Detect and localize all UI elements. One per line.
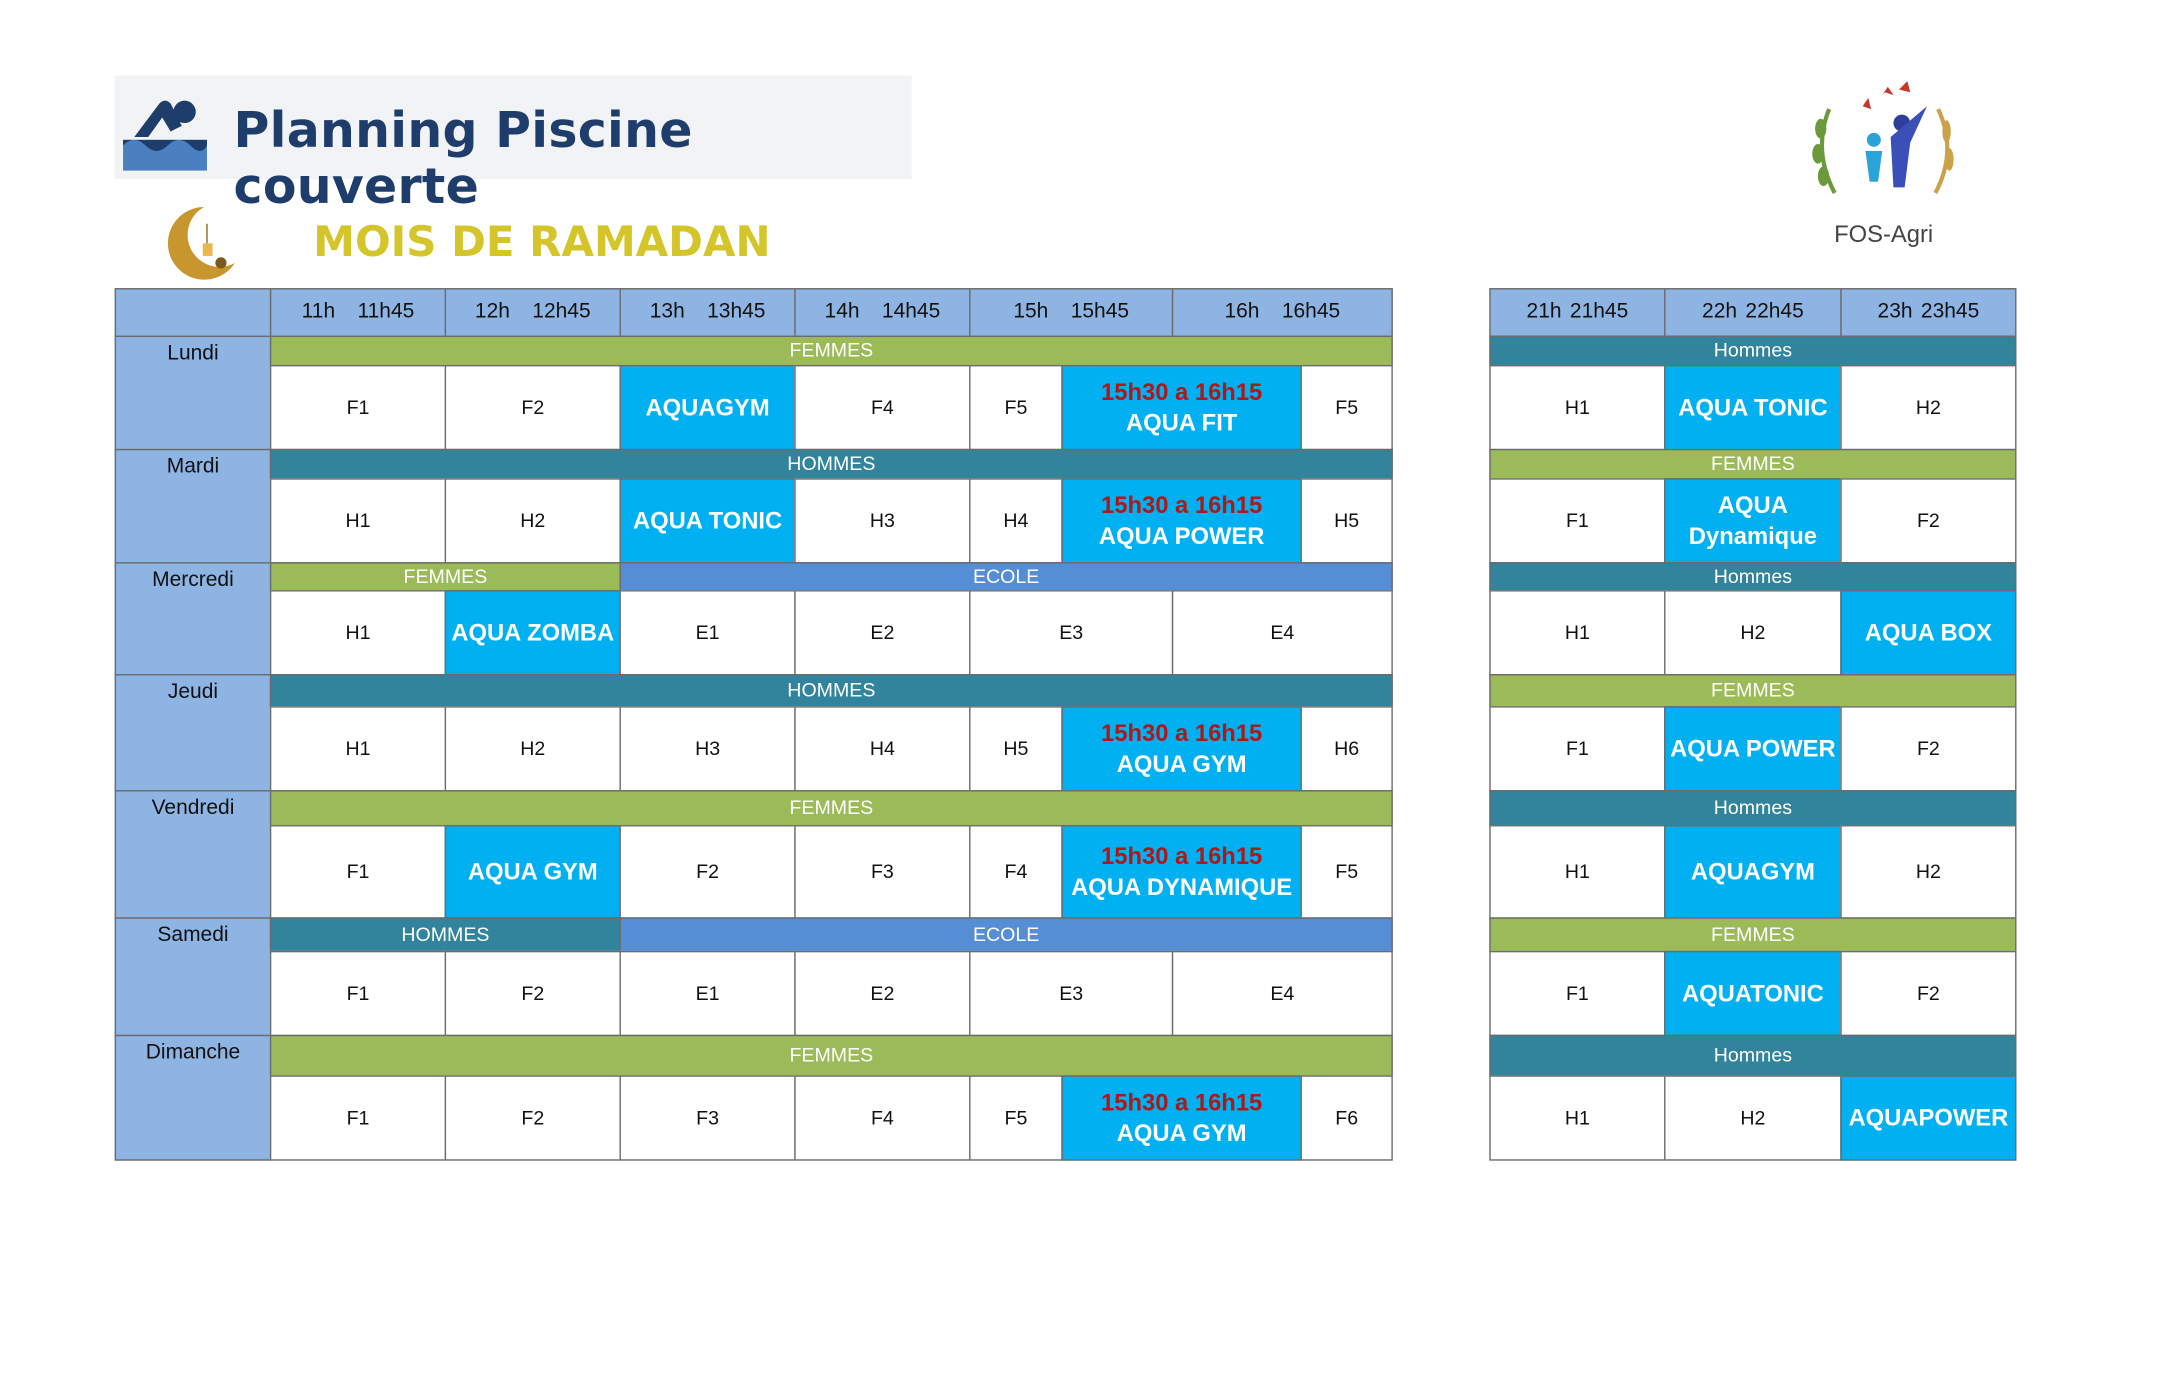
time-start: 14h xyxy=(824,299,860,324)
time-start: 16h xyxy=(1224,299,1260,324)
activity-cell: AQUA GYM xyxy=(445,825,621,919)
time-end: 16h45 xyxy=(1281,299,1341,324)
slot-cell: F4 xyxy=(794,1075,970,1160)
slot-cell: H1 xyxy=(270,590,446,675)
slot-cell: H4 xyxy=(969,478,1063,563)
time-end: 22h45 xyxy=(1745,299,1804,324)
time-start: 13h xyxy=(649,299,685,324)
session-activity: AQUA POWER xyxy=(1098,522,1265,549)
session-time: 15h30 a 16h15 xyxy=(1101,843,1263,871)
slot-cell: F5 xyxy=(1301,365,1393,450)
time-header xyxy=(1489,288,1665,337)
group-band: Hommes xyxy=(1489,1035,2016,1077)
group-band: FEMMES xyxy=(1489,917,2016,952)
group-band: FEMMES xyxy=(270,562,621,591)
slot-cell: H3 xyxy=(794,478,970,563)
swimmer-icon xyxy=(120,84,209,173)
group-band: Hommes xyxy=(1489,336,2016,367)
slot-cell: H4 xyxy=(794,706,970,791)
slot-cell: H3 xyxy=(619,706,795,791)
special-session xyxy=(1061,478,1302,563)
slot-cell: F1 xyxy=(270,951,446,1036)
activity-cell: AQUAPOWER xyxy=(1840,1075,2016,1160)
time-header xyxy=(1172,288,1393,337)
time-header xyxy=(1840,288,2016,337)
slot-cell: H1 xyxy=(270,478,446,563)
time-header xyxy=(270,288,446,337)
time-start: 22h xyxy=(1702,299,1738,324)
header-banner xyxy=(115,76,912,216)
slot-cell: F2 xyxy=(445,951,621,1036)
slot-cell: F2 xyxy=(445,365,621,450)
time-end: 21h45 xyxy=(1569,299,1629,324)
time-start: 11h xyxy=(301,299,336,324)
ramadan-subtitle: MOIS DE RAMADAN xyxy=(313,218,771,268)
group-band: FEMMES xyxy=(270,336,1393,367)
table-corner xyxy=(115,288,272,337)
crescent-moon-icon xyxy=(165,201,241,285)
slot-cell: H1 xyxy=(270,706,446,791)
activity-cell: AQUA TONIC xyxy=(619,478,795,563)
slot-cell: H6 xyxy=(1301,706,1393,791)
slot-cell: E1 xyxy=(619,951,795,1036)
slot-cell: F2 xyxy=(1840,478,2016,563)
group-band: FEMMES xyxy=(270,1035,1393,1077)
group-band: HOMMES xyxy=(270,674,1393,708)
slot-cell: F4 xyxy=(794,365,970,450)
session-time: 15h30 a 16h15 xyxy=(1101,379,1263,406)
fos-agri-logo xyxy=(1801,81,1966,257)
slot-cell: H5 xyxy=(969,706,1063,791)
group-band: ECOLE xyxy=(619,917,1392,952)
session-activity: AQUA FIT xyxy=(1125,409,1238,436)
slot-cell: H2 xyxy=(1664,590,1842,675)
slot-cell: H2 xyxy=(445,706,621,791)
special-session xyxy=(1061,1075,1302,1160)
special-session xyxy=(1061,825,1302,919)
time-end: 15h45 xyxy=(1070,299,1130,324)
session-time: 15h30 a 16h15 xyxy=(1101,492,1263,520)
group-band: Hommes xyxy=(1489,562,2016,591)
day-label: Lundi xyxy=(115,336,272,451)
activity-cell: AQUA BOX xyxy=(1840,590,2016,675)
time-end: 12h45 xyxy=(532,299,591,324)
group-band: FEMMES xyxy=(270,790,1393,826)
time-start: 23h xyxy=(1877,299,1913,324)
slot-cell: F1 xyxy=(270,825,446,919)
page-title: Planning Piscine couverte xyxy=(233,103,693,216)
activity-cell: AQUATONIC xyxy=(1664,951,1842,1036)
slot-cell: E4 xyxy=(1172,951,1393,1036)
slot-cell: F2 xyxy=(619,825,795,919)
slot-cell: F2 xyxy=(1840,706,2016,791)
group-band: ECOLE xyxy=(619,562,1392,591)
slot-cell: H1 xyxy=(1489,1075,1665,1160)
time-header xyxy=(969,288,1173,337)
slot-cell: F1 xyxy=(270,365,446,450)
slot-cell: F3 xyxy=(794,825,970,919)
time-end: 14h45 xyxy=(881,299,941,324)
slot-cell: F6 xyxy=(1301,1075,1393,1160)
time-header xyxy=(445,288,621,337)
slot-cell: H5 xyxy=(1301,478,1393,563)
slot-cell: H2 xyxy=(445,478,621,563)
group-band: FEMMES xyxy=(1489,449,2016,480)
activity-cell: AQUAGYM xyxy=(619,365,795,450)
session-activity: AQUA DYNAMIQUE xyxy=(1071,873,1293,900)
slot-cell: F1 xyxy=(270,1075,446,1160)
activity-cell: AQUA ZOMBA xyxy=(445,590,621,675)
slot-cell: F5 xyxy=(969,365,1063,450)
slot-cell: E3 xyxy=(969,951,1173,1036)
day-label: Jeudi xyxy=(115,674,272,791)
slot-cell: F2 xyxy=(1840,951,2016,1036)
slot-cell: H1 xyxy=(1489,825,1665,919)
time-end: 23h45 xyxy=(1920,299,1980,324)
special-session xyxy=(1061,365,1302,450)
slot-cell: H2 xyxy=(1840,825,2016,919)
day-label: Dimanche xyxy=(115,1035,272,1161)
special-session xyxy=(1061,706,1302,791)
slot-cell: F2 xyxy=(445,1075,621,1160)
day-label: Mardi xyxy=(115,449,272,564)
fos-agri-label: FOS-Agri xyxy=(1834,220,1934,248)
session-activity: AQUA GYM xyxy=(1116,1119,1247,1146)
slot-cell: F4 xyxy=(969,825,1063,919)
group-band: HOMMES xyxy=(270,449,1393,480)
time-end: 13h45 xyxy=(707,299,766,324)
slot-cell: H1 xyxy=(1489,365,1665,450)
slot-cell: F5 xyxy=(969,1075,1063,1160)
session-time: 15h30 a 16h15 xyxy=(1101,1089,1263,1117)
time-start: 21h xyxy=(1526,299,1562,324)
day-label: Mercredi xyxy=(115,562,272,675)
slot-cell: H2 xyxy=(1840,365,2016,450)
activity-cell: AQUA TONIC xyxy=(1664,365,1842,450)
day-label: Samedi xyxy=(115,917,272,1036)
slot-cell: F1 xyxy=(1489,706,1665,791)
activity-cell: AQUA Dynamique xyxy=(1664,478,1842,563)
time-header xyxy=(1664,288,1842,337)
slot-cell: F1 xyxy=(1489,951,1665,1036)
slot-cell: E2 xyxy=(794,951,970,1036)
slot-cell: F3 xyxy=(619,1075,795,1160)
slot-cell: H1 xyxy=(1489,590,1665,675)
time-start: 15h xyxy=(1013,299,1049,324)
slot-cell: E4 xyxy=(1172,590,1393,675)
time-header xyxy=(794,288,970,337)
activity-cell: AQUAGYM xyxy=(1664,825,1842,919)
session-activity: AQUA GYM xyxy=(1116,750,1247,777)
activity-cell: AQUA POWER xyxy=(1664,706,1842,791)
slot-cell: F5 xyxy=(1301,825,1393,919)
time-end: 11h45 xyxy=(357,299,415,324)
group-band: HOMMES xyxy=(270,917,621,952)
session-time: 15h30 a 16h15 xyxy=(1101,720,1263,748)
slot-cell: F1 xyxy=(1489,478,1665,563)
slot-cell: H2 xyxy=(1664,1075,1842,1160)
time-start: 12h xyxy=(474,299,510,324)
group-band: FEMMES xyxy=(1489,674,2016,708)
slot-cell: E2 xyxy=(794,590,970,675)
group-band: Hommes xyxy=(1489,790,2016,826)
slot-cell: E1 xyxy=(619,590,795,675)
time-header xyxy=(619,288,795,337)
day-label: Vendredi xyxy=(115,790,272,919)
slot-cell: E3 xyxy=(969,590,1173,675)
